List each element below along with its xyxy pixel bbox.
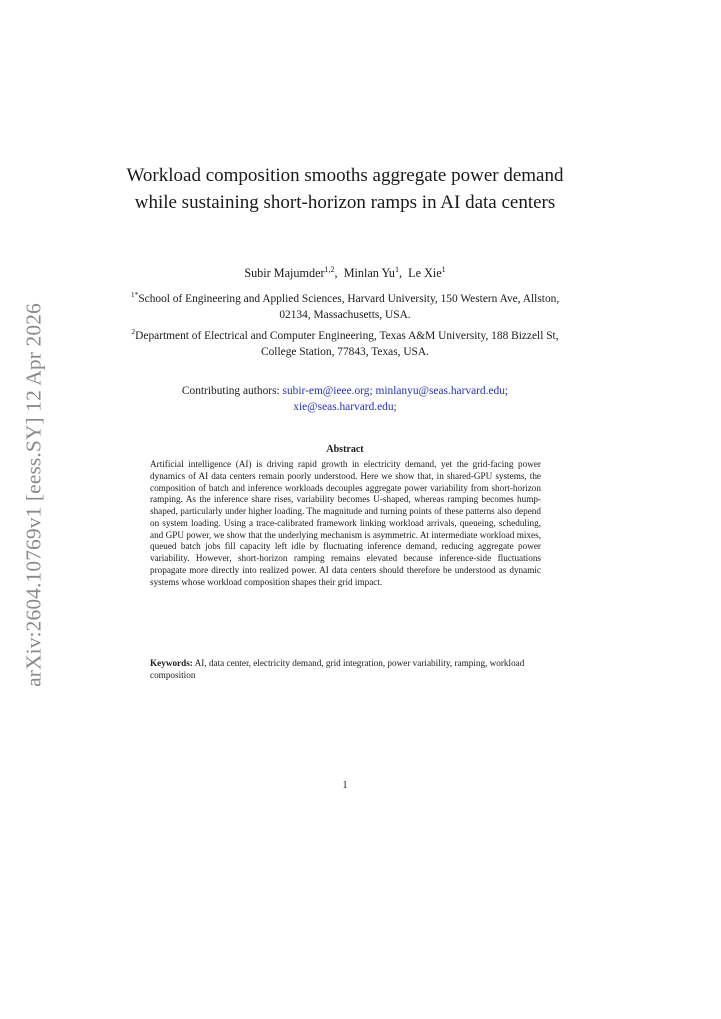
author-name: Le Xie: [408, 266, 442, 281]
abstract-heading: Abstract: [326, 444, 364, 455]
keywords: [150, 658, 541, 682]
arxiv-identifier-stamp: arXiv:2604.10769v1 [eess.SY] 12 Apr 2026: [21, 303, 46, 687]
email-link[interactable]: minlanyu@seas.harvard.edu;: [375, 385, 509, 397]
affiliation-mark: 1*: [130, 290, 139, 299]
author-affiliation-mark: 1: [395, 265, 400, 274]
affiliation-block: [130, 287, 560, 361]
author-affiliation-mark: 1,2: [324, 265, 335, 274]
keywords-text: AI, data center, electricity demand, grid integration, power variability, ramping, workload composition: [150, 658, 525, 680]
email-link[interactable]: subir-em@ieee.org;: [282, 385, 373, 397]
contributing-authors: [130, 383, 560, 415]
author-affiliation-mark: 1: [441, 265, 446, 274]
affiliation-text: School of Engineering and Applied Sciences, Harvard University, 150 Western Ave, Allston, 02134, Massachusetts, USA.: [138, 292, 560, 322]
author-name: Minlan Yu: [343, 266, 396, 281]
affiliation-mark: 2: [131, 326, 136, 336]
contributing-label: Contributing authors:: [181, 385, 280, 397]
affiliation-item: [130, 324, 560, 361]
abstract-text: Artificial intelligence (AI) is driving rapid growth in electricity demand, yet the grid-facing power dynamics of AI data centers remain poorly understood. Here we show that, in shared-GPU systems, the composition of batch and inference workloads decouples aggregate power variability from short-horizon ramping. As the inference share rises, variability becomes U-shaped, whereas ramping becomes hump-shaped, particularly under higher loading. The magnitude and turning points of these patterns also depend on system loading. Using a trace-calibrated framework linking workload arrivals, queueing, scheduling, and GPU power, we show that the underlying mechanism is asymmetric. At intermediate workload mixes, queued batch jobs fill capacity left idle by fluctuating inference demand, reducing aggregate power variability. However, short-horizon ramping remains elevated because inference-side fluctuations propagate more directly into realized power. AI data centers should therefore be understood as dynamic systems whose workload composition shapes their grid impact.: [150, 459, 541, 587]
keywords-label: Keywords:: [150, 658, 193, 668]
affiliation-item: [130, 287, 560, 324]
affiliation-text: Department of Electrical and Computer Engineering, Texas A&M University, 188 Bizzell St, College Station, 77843, Texas, USA.: [135, 329, 559, 359]
paper-title: Workload composition smooths aggregate power demand while sustaining short-horizon ramps in AI data centers: [126, 165, 564, 213]
author-list: Subir Majumder$^{1,2}$, Minlan Yu$^1$, Le Xie$^1$: [244, 265, 446, 281]
email-link[interactable]: xie@seas.harvard.edu;: [293, 401, 397, 413]
page-number: 1: [342, 780, 348, 791]
author-name: Subir Majumder: [244, 266, 325, 281]
